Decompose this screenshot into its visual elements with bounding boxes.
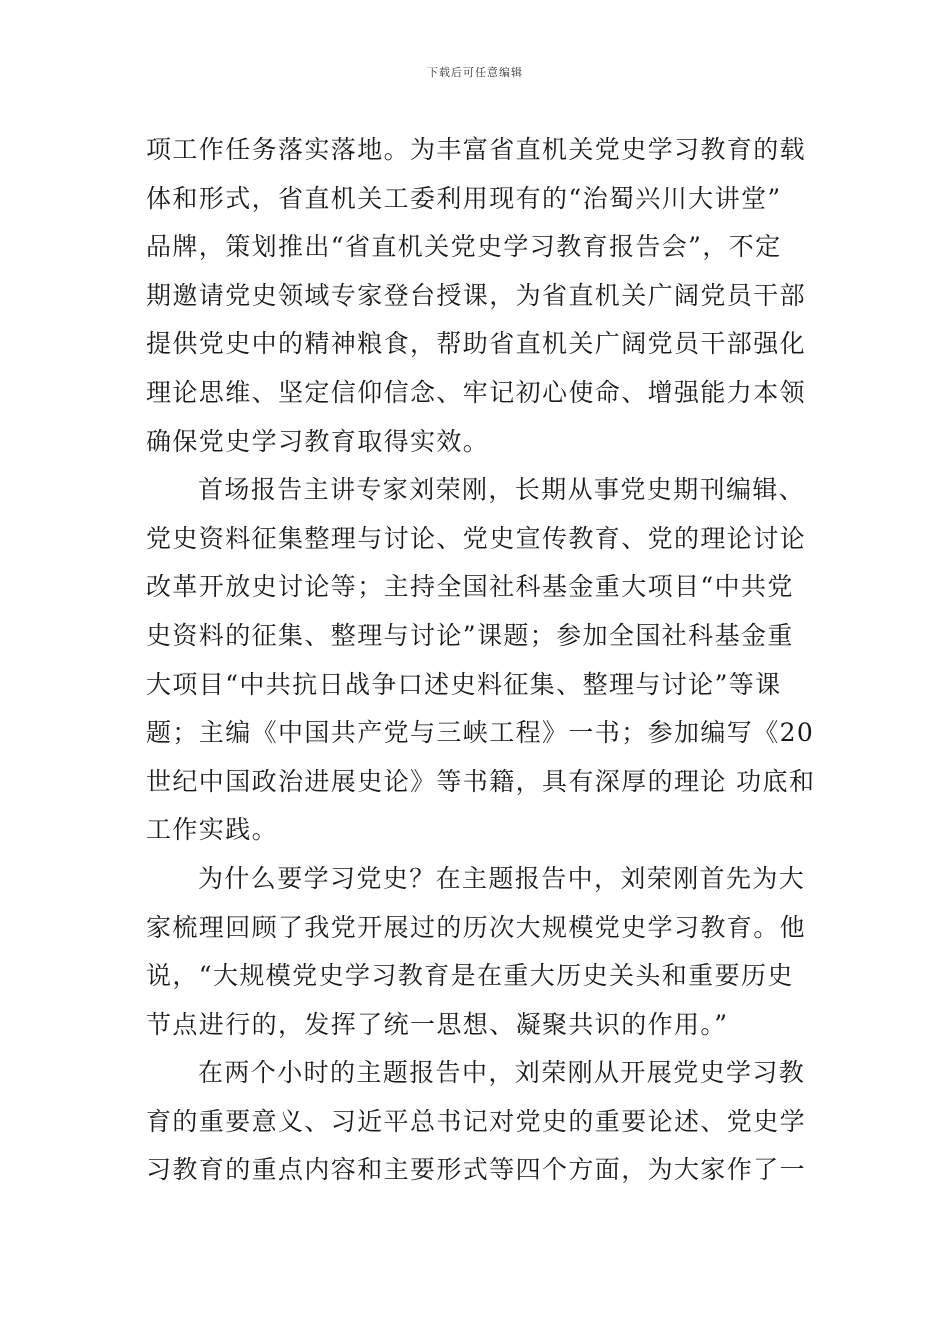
text-line: 提供党史中的精神粮食，帮助省直机关广阔党员干部强化 xyxy=(146,329,807,359)
text-line: 改革开放史讨论等；主持全国社科基金重大项目“中共党 xyxy=(146,572,794,602)
text-line: 党史资料征集整理与讨论、党史宣传教育、党的理论讨论 xyxy=(146,523,807,553)
text-line: 期邀请党史领域专家登台授课，为省直机关广阔党员干部 xyxy=(146,280,807,310)
text-line: 大项目“中共抗日战争口述史料征集、整理与讨论”等课 xyxy=(146,669,782,699)
text-line: 项工作任务落实落地。为丰富省直机关党史学习教育的载 xyxy=(146,135,807,164)
paragraph xyxy=(146,126,810,466)
text-line: 工作实践。 xyxy=(146,815,279,845)
text-line: 为什么要学习党史？在主题报告中，刘荣刚首先为大 xyxy=(198,863,806,893)
text-line: 体和形式，省直机关工委利用现有的“治蜀兴川大讲堂” xyxy=(146,183,782,213)
text-line: 题；主编《中国共产党与三峡工程》一书；参加编写《20 xyxy=(146,718,815,748)
text-line: 在两个小时的主题报告中，刘荣刚从开展党史学习教 xyxy=(198,1058,806,1088)
text-line: 品牌，策划推出“省直机关党史学习教育报告会”，不定 xyxy=(146,232,782,262)
text-line: 首场报告主讲专家刘荣刚，长期从事党史期刊编辑、 xyxy=(198,475,806,505)
text-line: 说，“大规模党史学习教育是在重大历史关头和重要历史 xyxy=(146,961,794,991)
text-line: 史资料的征集、整理与讨论”课题；参加全国社科基金重 xyxy=(146,620,794,650)
text-line: 理论思维、坚定信仰信念、牢记初心使命、增强能力本领 xyxy=(146,377,807,407)
text-line: 育的重要意义、习近平总书记对党史的重要论述、党史学 xyxy=(146,1106,807,1136)
document-body xyxy=(146,126,816,1195)
text-line: 习教育的重点内容和主要形式等四个方面，为大家作了一 xyxy=(146,1155,807,1185)
text-line: 节点进行的，发挥了统一思想、凝聚共识的作用。” xyxy=(146,1009,729,1039)
paragraph xyxy=(146,466,816,855)
text-line: 世纪中国政治进展史论》等书籍，具有深厚的理论 功底和 xyxy=(146,766,816,796)
page-header: 下载后可任意编辑 xyxy=(427,66,523,79)
text-line: 家梳理回顾了我党开展过的历次大规模党史学习教育。他 xyxy=(146,912,807,942)
text-line: 确保党史学习教育取得实效。 xyxy=(146,426,490,456)
paragraph xyxy=(146,855,810,1049)
paragraph xyxy=(146,1049,810,1195)
